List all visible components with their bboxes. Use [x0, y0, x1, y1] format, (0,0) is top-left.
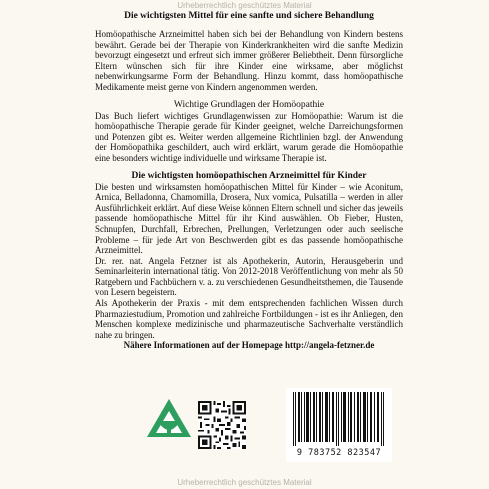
section-heading-remedies: Die wichtigsten homöopathischen Arzneimittel für Kinder: [131, 170, 367, 181]
pharmacy-logo-icon: [145, 397, 193, 455]
barcode-bars-icon: [291, 392, 387, 446]
section-text-basics: Das Buch liefert wichtiges Grundlagenwissen zur Homöopathie: Warum ist die homöopathische Therapie gerade für Kinder geeignet, welche Darreichungsformen und Potenzen gibt es. Weiter werden allgemeine Richtlinien bzgl. der Anwendung der Homöopathika geschildert, auch wird erklärt, warum gerade die Homöopathie eine besonders wichtige individuelle und wirksame Therapie ist.: [95, 110, 403, 163]
cover-text: [95, 10, 403, 351]
section-text-remedies: Die besten und wirksamsten homöopathischen Mittel für Kinder – wie Aconitum, Arnica, Belladonna, Chamomilla, Drosera, Nux vomica, Pulsatilla – werden in aller Ausführlichkeit erklärt. Auf diese Weise können Eltern schnell und sicher das jeweils passende homöopathische Mittel für ihr Kind auswählen. Ob Fieber, Husten, Schnupfen, Durchfall, Erbrechen, Prellungen, Verletzungen oder auch seelische Probleme – für jede Art von Beschwerden gibt es das passende homöopathische Arzneimittel.: [95, 181, 403, 256]
author-bio: Dr. rer. nat. Angela Fetzner ist als Apothekerin, Autorin, Herausgeberin und Seminarleiterin international tätig. Von 2012-2018 Veröffentlichung von mehr als 50 Ratgebern und Fachbüchern v. a. zu verschiedenen Gesundheitsthemen, die Tausende von Lesern begeistern.: [95, 255, 403, 298]
homepage-link[interactable]: Nähere Informationen auf der Homepage http://angela-fetzner.de: [123, 340, 375, 351]
copyright-watermark-bottom: Urheberrechtlich geschütztes Material: [177, 478, 312, 487]
section-heading-basics: Wichtige Grundlagen der Homöopathie: [173, 99, 325, 110]
intro-paragraph: Homöopathische Arzneimittel haben sich bei der Behandlung von Kindern bestens bewährt. Gerade bei der Therapie von Kinderkrankheiten wird die sanfte Medizin bevorzugt eingesetzt und erfreut sich immer größerer Beliebtheit. Denn fürsorgliche Eltern wünschen sich für ihre Kinder eine wirksame, aber möglichst nebenwirkungsarme Form der Behandlung. Hinzu kommt, dass homöopathische Medikamente meist gerne von Kindern angenommen werden.: [95, 29, 403, 92]
cover-title: Die wichtigsten Mittel für eine sanfte und sichere Behandlung: [124, 11, 374, 21]
qr-code-icon[interactable]: [198, 401, 246, 449]
author-bio-pharmacist: Als Apothekerin der Praxis - mit dem entsprechenden fachlichen Wissen durch Pharmaziestudium, Promotion und zahlreiche Fortbildungen - ist es ihr Anliegen, den Menschen komplexe medizinische und pharmazeutische Sachverhalte verständlich nahe zu bringen.: [95, 298, 403, 340]
isbn-number: 9 783752 823547: [296, 448, 382, 458]
copyright-watermark-top: Urheberrechtlich geschütztes Material: [177, 1, 312, 10]
isbn-barcode: [286, 388, 392, 462]
